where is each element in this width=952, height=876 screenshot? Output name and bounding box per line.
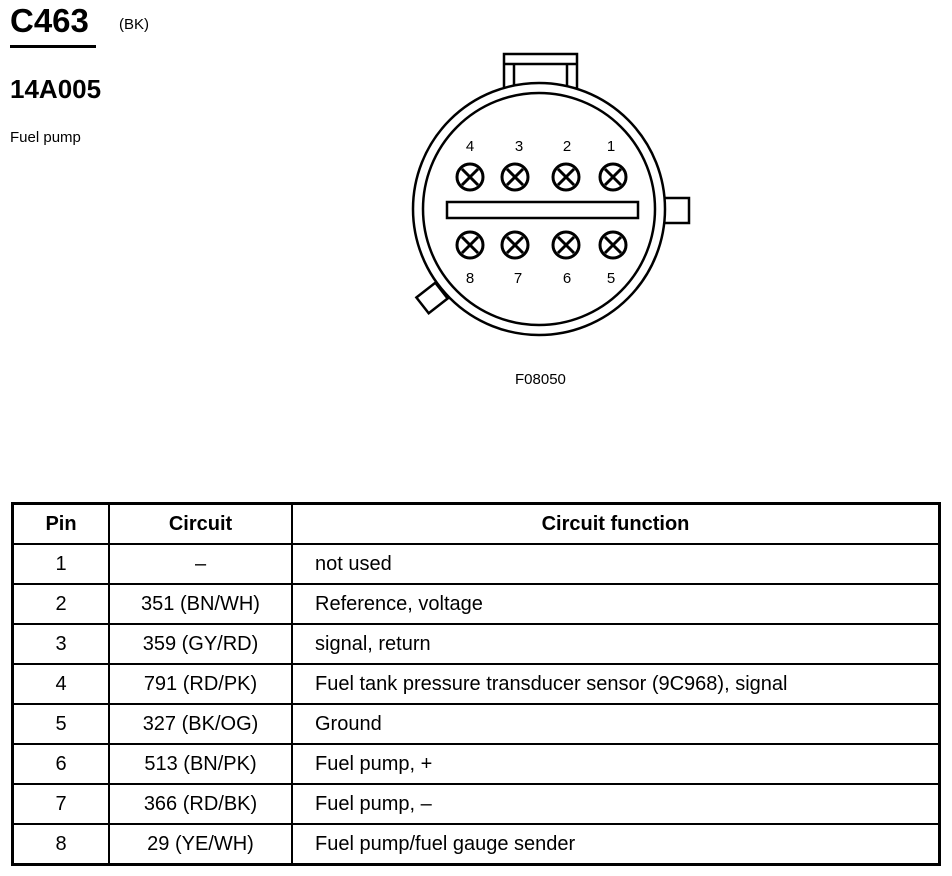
pin-label-bottom-4: 5 bbox=[606, 270, 616, 287]
pin-1 bbox=[600, 164, 626, 190]
header-pin: Pin bbox=[13, 504, 110, 545]
cell-circuit: 366 (RD/BK) bbox=[109, 784, 292, 824]
cell-pin: 6 bbox=[13, 744, 110, 784]
pin-3 bbox=[502, 164, 528, 190]
table-row bbox=[13, 784, 940, 824]
connector-color-code: (BK) bbox=[119, 16, 149, 33]
pin-7 bbox=[502, 232, 528, 258]
cell-circuit-function: not used bbox=[292, 544, 940, 584]
component-name: Fuel pump bbox=[10, 129, 81, 146]
cell-pin: 4 bbox=[13, 664, 110, 704]
pin-2 bbox=[553, 164, 579, 190]
pin-label-top-1: 4 bbox=[465, 138, 475, 155]
table-row bbox=[13, 704, 940, 744]
pin-label-top-4: 1 bbox=[606, 138, 616, 155]
cell-pin: 8 bbox=[13, 824, 110, 865]
table-row bbox=[13, 624, 940, 664]
cell-circuit-function: Fuel pump, – bbox=[292, 784, 940, 824]
pin-label-top-2: 3 bbox=[514, 138, 524, 155]
cell-circuit: 327 (BK/OG) bbox=[109, 704, 292, 744]
connector-id: C463 bbox=[10, 2, 89, 39]
cell-circuit-function: Ground bbox=[292, 704, 940, 744]
cell-circuit: – bbox=[109, 544, 292, 584]
cell-pin: 1 bbox=[13, 544, 110, 584]
pin-8 bbox=[457, 232, 483, 258]
pin-5 bbox=[600, 232, 626, 258]
cell-circuit-function: Reference, voltage bbox=[292, 584, 940, 624]
table-row bbox=[13, 584, 940, 624]
cell-circuit: 359 (GY/RD) bbox=[109, 624, 292, 664]
pin-4 bbox=[457, 164, 483, 190]
header-circuit: Circuit bbox=[109, 504, 292, 545]
table-row bbox=[13, 824, 940, 865]
figure-code: F08050 bbox=[515, 371, 566, 388]
cell-circuit: 513 (BN/PK) bbox=[109, 744, 292, 784]
pin-label-top-3: 2 bbox=[562, 138, 572, 155]
cell-circuit-function: signal, return bbox=[292, 624, 940, 664]
header-circuit-function: Circuit function bbox=[292, 504, 940, 545]
pin-label-bottom-1: 8 bbox=[465, 270, 475, 287]
cell-pin: 3 bbox=[13, 624, 110, 664]
cell-circuit-function: Fuel pump, + bbox=[292, 744, 940, 784]
connector-divider-bar bbox=[447, 202, 638, 218]
table-body bbox=[13, 544, 940, 865]
connector-diagram bbox=[0, 0, 952, 400]
pin-6 bbox=[553, 232, 579, 258]
cell-pin: 7 bbox=[13, 784, 110, 824]
table-header-row bbox=[13, 504, 940, 545]
part-number: 14A005 bbox=[10, 74, 102, 104]
table-row bbox=[13, 544, 940, 584]
cell-circuit: 791 (RD/PK) bbox=[109, 664, 292, 704]
cell-pin: 5 bbox=[13, 704, 110, 744]
table-row bbox=[13, 744, 940, 784]
cell-pin: 2 bbox=[13, 584, 110, 624]
cell-circuit-function: Fuel pump/fuel gauge sender bbox=[292, 824, 940, 865]
cell-circuit-function: Fuel tank pressure transducer sensor (9C968), signal bbox=[292, 664, 940, 704]
table-row bbox=[13, 664, 940, 704]
pin-label-bottom-3: 6 bbox=[562, 270, 572, 287]
cell-circuit: 29 (YE/WH) bbox=[109, 824, 292, 865]
pin-label-bottom-2: 7 bbox=[513, 270, 523, 287]
cell-circuit: 351 (BN/WH) bbox=[109, 584, 292, 624]
pin-table bbox=[11, 502, 941, 866]
